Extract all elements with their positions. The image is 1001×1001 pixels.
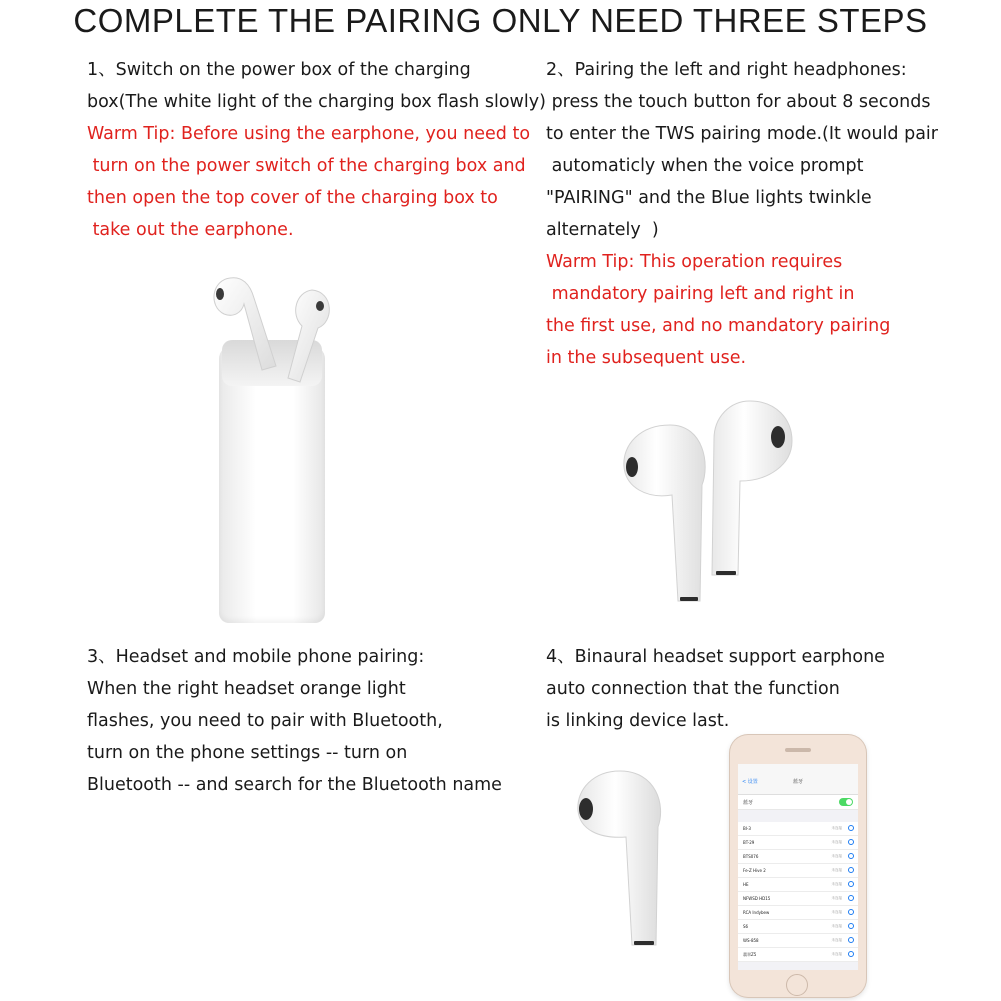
right-earbud-icon (712, 401, 792, 575)
step-1-text (87, 54, 546, 246)
right-earbud-icon (288, 290, 329, 382)
step-2-line: automaticly when the voice prompt (546, 156, 864, 176)
page-title: COMPLETE THE PAIRING ONLY NEED THREE STEPS (73, 2, 928, 39)
phone-nav-bar (738, 764, 858, 795)
device-name: S6 (743, 924, 749, 929)
step-2-line: 2、Pairing the left and right headphones: (546, 60, 907, 80)
device-status: 未连接 (831, 952, 842, 956)
step-3-line: Bluetooth -- and search for the Bluetooth name (87, 775, 502, 795)
info-icon (848, 881, 854, 887)
info-icon (848, 825, 854, 831)
bluetooth-toggle (839, 798, 853, 806)
device-name: NFWSD HD15 (743, 896, 771, 901)
step-4-line: is linking device last. (546, 711, 730, 731)
step-2-tip-line: in the subsequent use. (546, 348, 747, 368)
info-icon (848, 923, 854, 929)
info-icon (848, 853, 854, 859)
bluetooth-device-row (738, 906, 858, 920)
phone-screen (738, 764, 858, 970)
step-3-line: When the right headset orange light (87, 679, 406, 699)
info-icon (848, 909, 854, 915)
step-4-line: 4、Binaural headset support earphone (546, 647, 885, 667)
phone-home-button (786, 974, 808, 996)
earbuds-pair-image (610, 395, 810, 610)
bluetooth-device-row (738, 892, 858, 906)
step-2-line: to enter the TWS pairing mode.(It would pair (546, 124, 938, 144)
bluetooth-device-row (738, 934, 858, 948)
info-icon (848, 937, 854, 943)
left-earbud-icon (624, 425, 705, 601)
bluetooth-device-row (738, 948, 858, 962)
device-name: 翡翠Z5 (743, 952, 757, 957)
device-status: 未连接 (831, 938, 842, 942)
step-1-tip-line: take out the earphone. (87, 220, 294, 240)
device-status: 未连接 (831, 924, 842, 928)
step-2-line: alternately ) (546, 220, 659, 240)
info-icon (848, 867, 854, 873)
bluetooth-device-list (738, 822, 858, 962)
device-name: BT-29 (743, 840, 755, 845)
step-3-line: flashes, you need to pair with Bluetooth, (87, 711, 443, 731)
step-3-text (87, 641, 502, 801)
step-4-text (546, 641, 885, 737)
step-1-tip-line: then open the top cover of the charging box to (87, 188, 498, 208)
device-name: Fe-Z Hive 2 (743, 868, 766, 873)
bluetooth-device-row (738, 850, 858, 864)
step-3-line: turn on the phone settings -- turn on (87, 743, 408, 763)
device-status: 未连接 (831, 868, 842, 872)
bluetooth-device-row (738, 864, 858, 878)
step-4-line: auto connection that the function (546, 679, 840, 699)
earbuds-in-case-image (200, 270, 350, 390)
device-status: 未连接 (831, 854, 842, 858)
bluetooth-device-row (738, 836, 858, 850)
step-1-line: box(The white light of the charging box flash slowly) (87, 92, 546, 112)
left-earbud-icon (214, 278, 276, 370)
info-icon (848, 951, 854, 957)
step-2-tip-line: Warm Tip: This operation requires (546, 252, 843, 272)
phone-back-link: < 设置 (742, 779, 758, 785)
device-status: 未连接 (831, 896, 842, 900)
step-3-line: 3、Headset and mobile phone pairing: (87, 647, 425, 667)
step-2-text (546, 54, 938, 374)
step-2-tip-line: mandatory pairing left and right in (546, 284, 855, 304)
step-2-tip-line: the first use, and no mandatory pairing (546, 316, 891, 336)
step-1-tip-line: Warm Tip: Before using the earphone, you need to (87, 124, 531, 144)
device-name: HE (743, 882, 749, 887)
step-2-line: press the touch button for about 8 seconds (546, 92, 931, 112)
phone-speaker (785, 748, 811, 752)
bluetooth-toggle-row (738, 795, 858, 810)
bluetooth-device-row (738, 920, 858, 934)
single-earbud-image (570, 765, 680, 955)
step-1-tip-line: turn on the power switch of the charging box and (87, 156, 526, 176)
device-name: WS-858 (743, 938, 759, 943)
device-status: 未连接 (831, 910, 842, 914)
device-name: BTS076 (743, 854, 759, 859)
bluetooth-device-row (738, 822, 858, 836)
device-status: 未连接 (831, 840, 842, 844)
bluetooth-label: 蓝牙 (743, 800, 754, 806)
phone-screen-title: 蓝牙 (792, 779, 803, 785)
info-icon (848, 839, 854, 845)
device-status: 未连接 (831, 882, 842, 886)
info-icon (848, 895, 854, 901)
step-1-line: 1、Switch on the power box of the charging (87, 60, 471, 80)
step-2-line: "PAIRING" and the Blue lights twinkle (546, 188, 872, 208)
phone-note (738, 810, 858, 822)
device-name: BI-3 (743, 826, 751, 831)
device-status: 未连接 (831, 826, 842, 830)
bluetooth-device-row (738, 878, 858, 892)
device-name: RCA Indybew (743, 910, 770, 915)
